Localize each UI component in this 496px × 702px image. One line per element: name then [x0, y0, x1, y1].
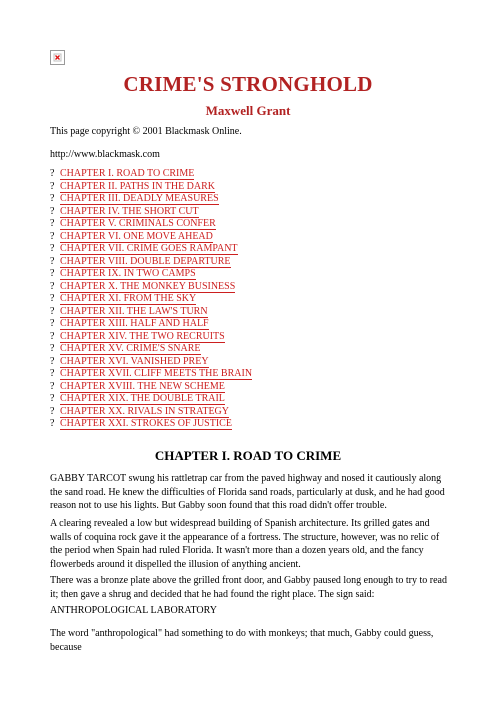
toc-item — [50, 331, 252, 344]
toc-item — [50, 356, 252, 369]
toc-item — [50, 206, 252, 219]
toc-item — [50, 243, 252, 256]
toc-bullet: ? — [50, 355, 55, 367]
toc-link[interactable]: CHAPTER XXI. STROKES OF JUSTICE — [60, 418, 232, 429]
toc-link[interactable]: CHAPTER IV. THE SHORT CUT — [60, 205, 199, 217]
toc-link[interactable]: CHAPTER XVI. VANISHED PREY — [60, 355, 209, 367]
toc-link[interactable]: CHAPTER IX. IN TWO CAMPS — [60, 268, 196, 279]
toc-item — [50, 381, 252, 394]
toc-item — [50, 368, 252, 381]
toc-bullet: ? — [50, 393, 55, 404]
toc-link[interactable]: CHAPTER VI. ONE MOVE AHEAD — [60, 230, 213, 242]
toc-bullet: ? — [50, 268, 55, 279]
toc-link[interactable]: CHAPTER XV. CRIME'S SNARE — [60, 343, 201, 354]
toc-item — [50, 343, 252, 356]
toc-bullet: ? — [50, 318, 55, 329]
site-url: http://www.blackmask.com — [50, 149, 160, 160]
toc-link[interactable]: CHAPTER XVIII. THE NEW SCHEME — [60, 380, 225, 392]
toc-link[interactable]: CHAPTER II. PATHS IN THE DARK — [60, 180, 216, 192]
toc-item — [50, 168, 252, 181]
toc-link[interactable]: CHAPTER XII. THE LAW'S TURN — [60, 305, 208, 317]
toc-link[interactable]: CHAPTER XIII. HALF AND HALF — [60, 318, 209, 329]
toc-item — [50, 193, 252, 206]
toc-link[interactable]: CHAPTER XVII. CLIFF MEETS THE BRAIN — [60, 368, 253, 379]
toc-item — [50, 406, 252, 419]
copyright-notice: This page copyright © 2001 Blackmask Online. — [50, 126, 242, 137]
toc-bullet: ? — [50, 255, 55, 267]
toc-bullet: ? — [50, 180, 55, 192]
chapter-paragraph: The word "anthropological" had something to do with monkeys; that much, Gabby could guess, because — [50, 628, 434, 653]
toc-bullet: ? — [50, 305, 55, 317]
toc-item — [50, 318, 252, 331]
toc-link[interactable]: CHAPTER V. CRIMINALS CONFER — [60, 218, 216, 229]
book-author: Maxwell Grant — [205, 103, 291, 118]
toc-bullet: ? — [50, 380, 55, 392]
toc-bullet: ? — [50, 205, 55, 217]
toc-bullet: ? — [50, 405, 55, 417]
chapter-paragraph: GABBY TARCOT swung his rattletrap car from the paved highway and nosed it cautiously along the sand road. He knew the difficulties of Florida sand roads, particularly at dusk, and he had good reason not to use his lights. But Gabby soon found that this road didn't offer trouble. — [50, 473, 445, 511]
toc-bullet: ? — [50, 168, 55, 179]
toc-link[interactable]: CHAPTER VII. CRIME GOES RAMPANT — [60, 243, 238, 254]
toc-bullet: ? — [50, 293, 55, 304]
toc-item — [50, 181, 252, 194]
toc-bullet: ? — [50, 243, 55, 254]
toc-link[interactable]: CHAPTER I. ROAD TO CRIME — [60, 168, 195, 179]
toc-link[interactable]: CHAPTER VIII. DOUBLE DEPARTURE — [60, 255, 231, 267]
broken-image-icon — [50, 50, 65, 65]
book-title: CRIME'S STRONGHOLD — [123, 72, 373, 96]
toc-item — [50, 218, 252, 231]
toc-item — [50, 268, 252, 281]
toc-link[interactable]: CHAPTER III. DEADLY MEASURES — [60, 193, 219, 204]
toc-bullet: ? — [50, 218, 55, 229]
toc-link[interactable]: CHAPTER XX. RIVALS IN STRATEGY — [60, 405, 229, 417]
toc-link[interactable]: CHAPTER X. THE MONKEY BUSINESS — [60, 280, 236, 292]
toc-bullet: ? — [50, 330, 55, 342]
toc-link[interactable]: CHAPTER XIV. THE TWO RECRUITS — [60, 330, 225, 342]
chapter-paragraph: There was a bronze plate above the grilled front door, and Gabby paused long enough to try to read it; then gave a shrug and decided that he had found the right place. The sign said: — [50, 575, 447, 600]
toc-item — [50, 231, 252, 244]
toc-item — [50, 256, 252, 269]
toc-item — [50, 418, 252, 431]
toc-bullet: ? — [50, 230, 55, 242]
toc-bullet: ? — [50, 418, 55, 429]
toc-link[interactable]: CHAPTER XI. FROM THE SKY — [60, 293, 197, 304]
sign-text: ANTHROPOLOGICAL LABORATORY — [50, 605, 217, 616]
toc-bullet: ? — [50, 368, 55, 379]
toc-item — [50, 393, 252, 406]
toc-bullet: ? — [50, 343, 55, 354]
toc-bullet: ? — [50, 193, 55, 204]
toc-item — [50, 306, 252, 319]
table-of-contents — [50, 168, 252, 431]
toc-item — [50, 281, 252, 294]
toc-item — [50, 293, 252, 306]
toc-link[interactable]: CHAPTER XIX. THE DOUBLE TRAIL — [60, 393, 225, 404]
toc-bullet: ? — [50, 280, 55, 292]
chapter-heading: CHAPTER I. ROAD TO CRIME — [154, 448, 342, 463]
chapter-paragraph: A clearing revealed a low but widespread building of Spanish architecture. Its grilled gates and walls of coquina rock gave it the appearance of a fortress. The structure, however, was no relic of the period when Spain had ruled Florida. It wasn't more than a dozen years old, and the fancy flowerbeds around it dispelled the illusion of anything ancient. — [50, 518, 440, 570]
